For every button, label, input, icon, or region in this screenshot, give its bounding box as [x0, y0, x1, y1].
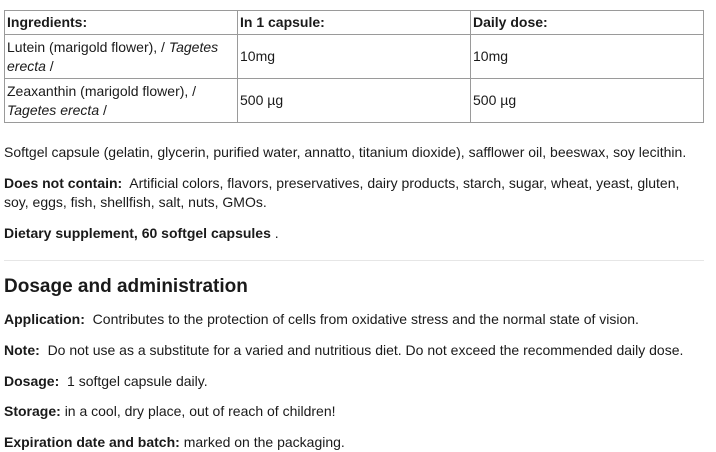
ingredient-name-cell	[5, 35, 238, 79]
ingredient-name-suffix: /	[99, 101, 107, 118]
ingredient-latin-name: Tagetes erecta	[7, 38, 219, 74]
header-ingredients: Ingredients:	[5, 11, 238, 35]
table-row	[5, 79, 704, 123]
dosage-info	[4, 372, 704, 391]
ingredients-table	[4, 10, 704, 123]
does-not-contain-text: Artificial colors, flavors, preservatives, dairy products, starch, sugar, wheat, yeast, gluten, soy, eggs, fish, shellfish, salt, nuts, GMOs.	[4, 175, 680, 210]
per-capsule-value: 10mg	[238, 35, 471, 79]
daily-dose-value: 500 µg	[471, 79, 704, 123]
header-daily-dose: Daily dose:	[471, 11, 704, 35]
storage-info	[4, 402, 704, 421]
note-text: Do not use as a substitute for a varied and nutritious diet. Do not exceed the recommended daily dose.	[47, 342, 684, 358]
note-label: Note:	[4, 342, 40, 358]
does-not-contain	[4, 174, 704, 212]
header-per-capsule: In 1 capsule:	[238, 11, 471, 35]
supplement-suffix: .	[270, 225, 279, 241]
section-divider	[4, 260, 704, 261]
table-row	[5, 35, 704, 79]
ingredient-name: Lutein (marigold flower), /	[7, 38, 169, 55]
dosage-text: 1 softgel capsule daily.	[67, 373, 208, 389]
ingredient-latin-name: Tagetes erecta	[7, 101, 100, 118]
storage-text: in a cool, dry place, out of reach of children!	[64, 403, 336, 419]
product-description	[4, 10, 704, 452]
daily-dose-value: 10mg	[471, 35, 704, 79]
application-info	[4, 310, 704, 329]
does-not-contain-label: Does not contain:	[4, 175, 123, 191]
ingredient-name: Zeaxanthin (marigold flower), /	[7, 82, 197, 99]
application-text: Contributes to the protection of cells from oxidative stress and the normal state of vision.	[92, 311, 639, 327]
expiry-text: marked on the packaging.	[183, 434, 345, 450]
dosage-label: Dosage:	[4, 373, 60, 389]
supplement-label: Dietary supplement, 60 softgel capsules	[4, 225, 271, 241]
section-title: Dosage and administration	[4, 276, 248, 297]
ingredient-name-suffix: /	[45, 57, 54, 74]
ingredient-name-cell	[5, 79, 238, 123]
storage-label: Storage:	[4, 403, 61, 419]
supplement-info	[4, 224, 704, 243]
table-header-row	[5, 11, 704, 35]
expiry-info	[4, 433, 704, 452]
softgel-composition: Softgel capsule (gelatin, glycerin, purified water, annatto, titanium dioxide), safflower oil, beeswax, soy lecithin.	[4, 144, 687, 160]
expiry-label: Expiration date and batch:	[4, 434, 180, 450]
note-info	[4, 341, 704, 360]
per-capsule-value: 500 µg	[238, 79, 471, 123]
application-label: Application:	[4, 311, 85, 327]
